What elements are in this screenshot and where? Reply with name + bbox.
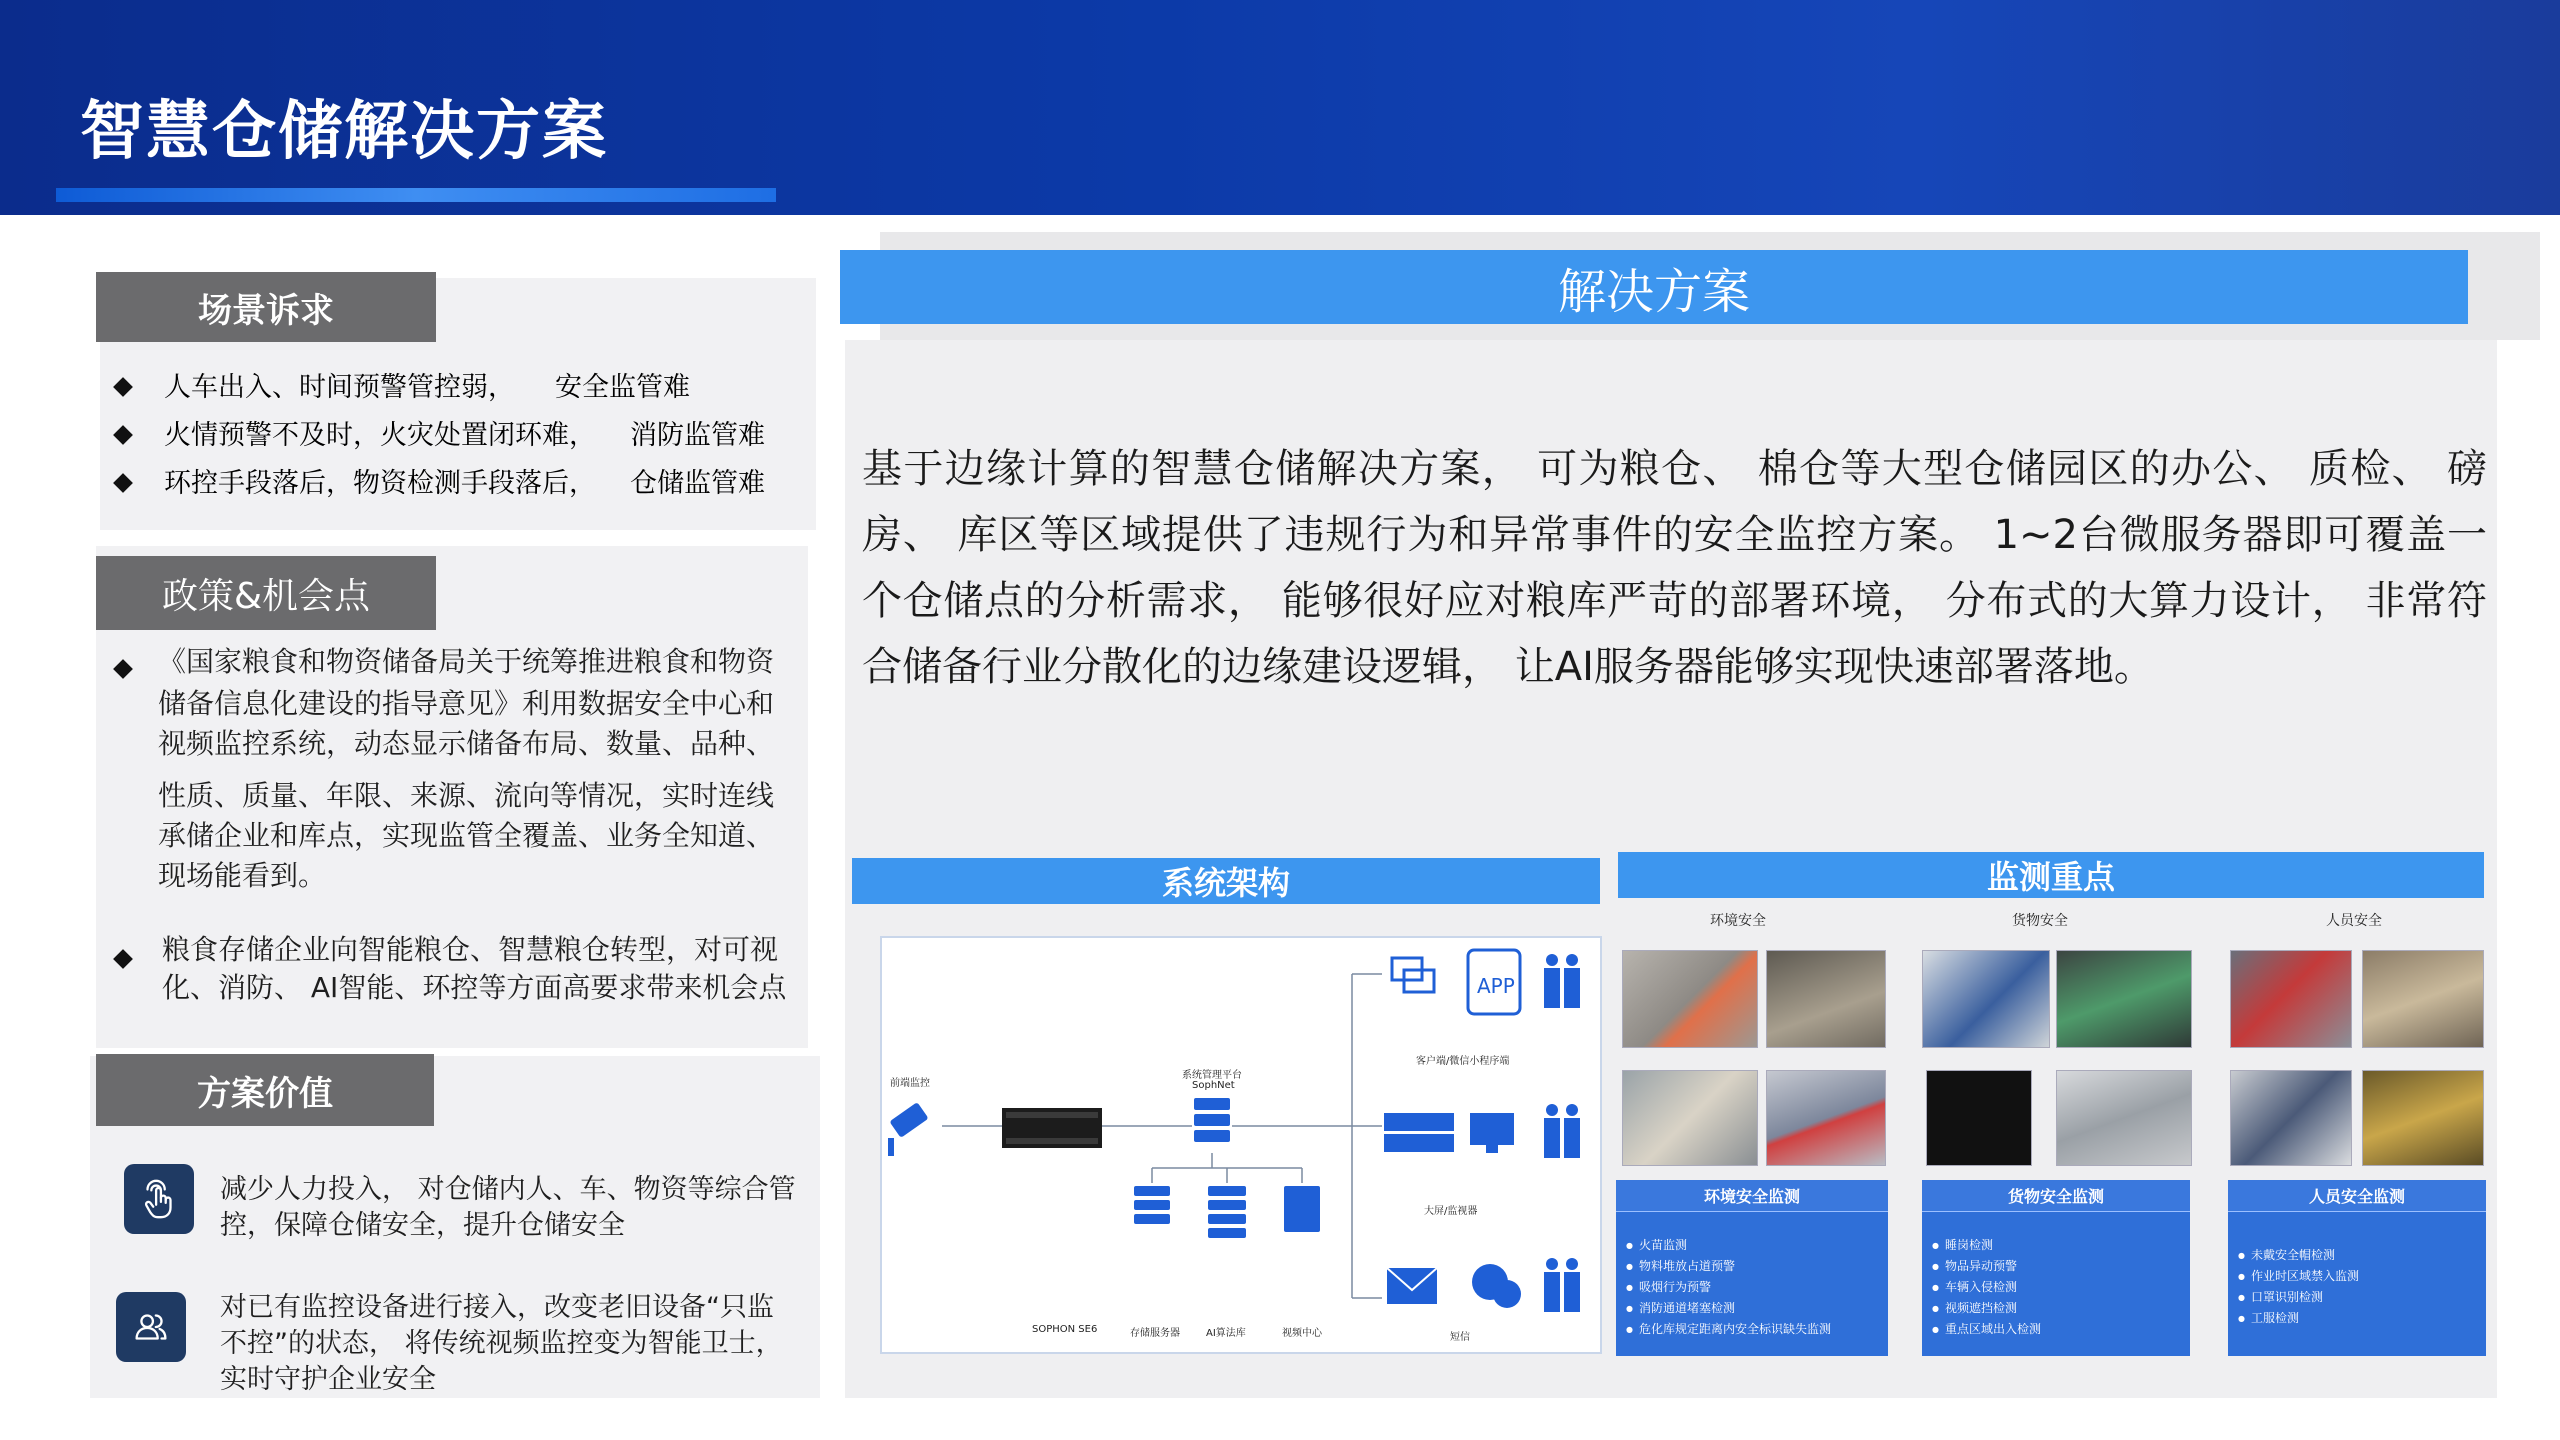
value-tab: 方案价值 (96, 1054, 434, 1126)
goods-monitor-item: ● 重点区域出入检测 (1932, 1320, 2041, 1337)
screen-label: 大屏/监视器 (1424, 1206, 1478, 1217)
photo-env-passage (1622, 1070, 1758, 1166)
app-label: APP (1477, 974, 1515, 998)
touch-hand-icon (124, 1164, 194, 1234)
people-monitor-title: 人员安全监测 (2228, 1180, 2486, 1212)
bullet-diamond-icon (113, 377, 133, 397)
value-line: 减少人力投入， 对仓储内人、车、物资等综合管 (220, 1174, 796, 1205)
photo-goods-occluded (1926, 1070, 2032, 1166)
value-line: 实时守护企业安全 (220, 1364, 436, 1395)
people-monitor-item: ● 作业时区域禁入监测 (2238, 1267, 2359, 1284)
platform-server-icon (1194, 1098, 1230, 1142)
env-monitor-item: ● 危化库规定距离内安全标识缺失监测 (1626, 1320, 1831, 1337)
platform-label: 系统管理平台 (1182, 1070, 1242, 1081)
policy-line: 现场能看到。 (158, 859, 327, 892)
goods-monitor-item: ● 车辆入侵检测 (1932, 1278, 2017, 1295)
people-monitor-item: ● 未戴安全帽检测 (2238, 1246, 2335, 1263)
scene-item-text: 环控手段落后，物资检测手段落后， (164, 468, 596, 499)
photo-people-helmet (2230, 950, 2352, 1048)
scene-item (116, 416, 765, 456)
value-line: 不控”的状态， 将传统视频监控变为智能卫士， (220, 1328, 783, 1359)
people-monitor-box (2228, 1180, 2486, 1356)
photo-env-fire (1622, 950, 1758, 1048)
scene-item-tag: 仓储监管难 (630, 468, 765, 499)
goods-monitor-box (1922, 1180, 2190, 1356)
env-monitor-item: ● 物料堆放占道预警 (1626, 1257, 1735, 1274)
bullet-diamond-icon (113, 473, 133, 493)
policy-line: 化、消防、 AI智能、环控等方面高要求带来机会点 (162, 971, 787, 1004)
people-column-title: 人员安全 (2326, 913, 2382, 929)
policy-line: 《国家粮食和物资储备局关于统筹推进粮食和物资 (158, 645, 775, 678)
solution-text: 基于边缘计算的智慧仓储解决方案， 可为粮仓、 棉仓等大型仓储园区的办公、 质检、 磅房、 库区等区域提供了违规行为和异常事件的安全监控方案。 1~2台微服务器即可覆盖一个仓储点的分析需求， 能够很好应对粮库严苛的部署环境， 分布式的大算力设计， 非常符合储备行业分散化的边缘建设逻辑， 让AI服务器能够实现快速部署落地。 (862, 446, 2487, 690)
architecture-diagram (880, 936, 1602, 1354)
bullet-diamond-icon (113, 425, 133, 445)
goods-monitor-item: ● 视频遮挡检测 (1932, 1299, 2017, 1316)
ai-library-label: AI算法库 (1206, 1328, 1246, 1339)
camera-icon (888, 1102, 929, 1156)
env-column-title: 环境安全 (1710, 913, 1766, 929)
title-underline (56, 188, 776, 202)
env-monitor-box (1616, 1180, 1888, 1356)
goods-monitor-title: 货物安全监测 (1922, 1180, 2190, 1212)
scene-item-text: 人车出入、时间预警管控弱， (164, 372, 515, 403)
architecture-title: 系统架构 (852, 858, 1600, 904)
users-icon (116, 1292, 186, 1362)
scene-item (116, 368, 690, 408)
page-title: 智慧仓储解决方案 (80, 95, 608, 169)
solution-title: 解决方案 (840, 250, 2468, 324)
scene-item-text: 火情预警不及时，火灾处置闭环难， (164, 420, 596, 451)
people-monitor-item: ● 口罩识别检测 (2238, 1288, 2323, 1305)
scene-item-tag: 消防监管难 (630, 420, 765, 451)
monitoring-title: 监测重点 (1618, 852, 2484, 898)
policy-line: 粮食存储企业向智能粮仓、智慧粮仓转型，对可视 (162, 933, 779, 966)
goods-column-title: 货物安全 (2012, 913, 2068, 929)
scene-item (116, 464, 765, 504)
policy-line: 承储企业和库点，实现监管全覆盖、业务全知道、 (158, 819, 775, 852)
photo-people-mask (2230, 1070, 2352, 1166)
value-line: 控，保障仓储安全，提升仓储安全 (220, 1210, 625, 1241)
policy-tab: 政策&机会点 (96, 556, 436, 630)
env-monitor-item: ● 消防通道堵塞检测 (1626, 1299, 1735, 1316)
client-label: 客户端/微信小程序端 (1416, 1056, 1510, 1067)
architecture-lines (882, 938, 1604, 1356)
front-monitor-label: 前端监控 (890, 1078, 930, 1089)
policy-line: 储备信息化建设的指导意见》利用数据安全中心和 (158, 687, 775, 720)
env-monitor-item: ● 吸烟行为预警 (1626, 1278, 1711, 1295)
sophon-label: SOPHON SE6 (1032, 1324, 1098, 1335)
env-monitor-title: 环境安全监测 (1616, 1180, 1888, 1212)
header-banner (0, 0, 2560, 215)
goods-monitor-item: ● 睡岗检测 (1932, 1236, 1993, 1253)
photo-people-zone (2362, 950, 2484, 1048)
photo-people-uniform (2362, 1070, 2484, 1166)
photo-goods-move (2056, 950, 2192, 1048)
photo-env-storage (1766, 950, 1886, 1048)
photo-env-sign (1766, 1070, 1886, 1166)
platform-sub-label: SophNet (1192, 1080, 1235, 1091)
photo-goods-gate (2056, 1070, 2192, 1166)
sms-label: 短信 (1450, 1332, 1470, 1343)
video-center-label: 视频中心 (1282, 1328, 1322, 1339)
env-monitor-item: ● 火苗监测 (1626, 1236, 1687, 1253)
scene-item-tag: 安全监管难 (555, 372, 690, 403)
storage-label: 存储服务器 (1130, 1328, 1180, 1339)
photo-goods-sleep (1922, 950, 2050, 1048)
value-line: 对已有监控设备进行接入，改变老旧设备“只监 (220, 1292, 774, 1323)
policy-line: 性质、质量、年限、来源、流向等情况，实时连线 (158, 779, 775, 812)
scene-tab: 场景诉求 (96, 272, 436, 342)
server-device-icon (1002, 1108, 1102, 1148)
policy-line: 视频监控系统，动态显示储备布局、数量、品种、 (158, 727, 775, 760)
people-monitor-item: ● 工服检测 (2238, 1309, 2299, 1326)
goods-monitor-item: ● 物品异动预警 (1932, 1257, 2017, 1274)
